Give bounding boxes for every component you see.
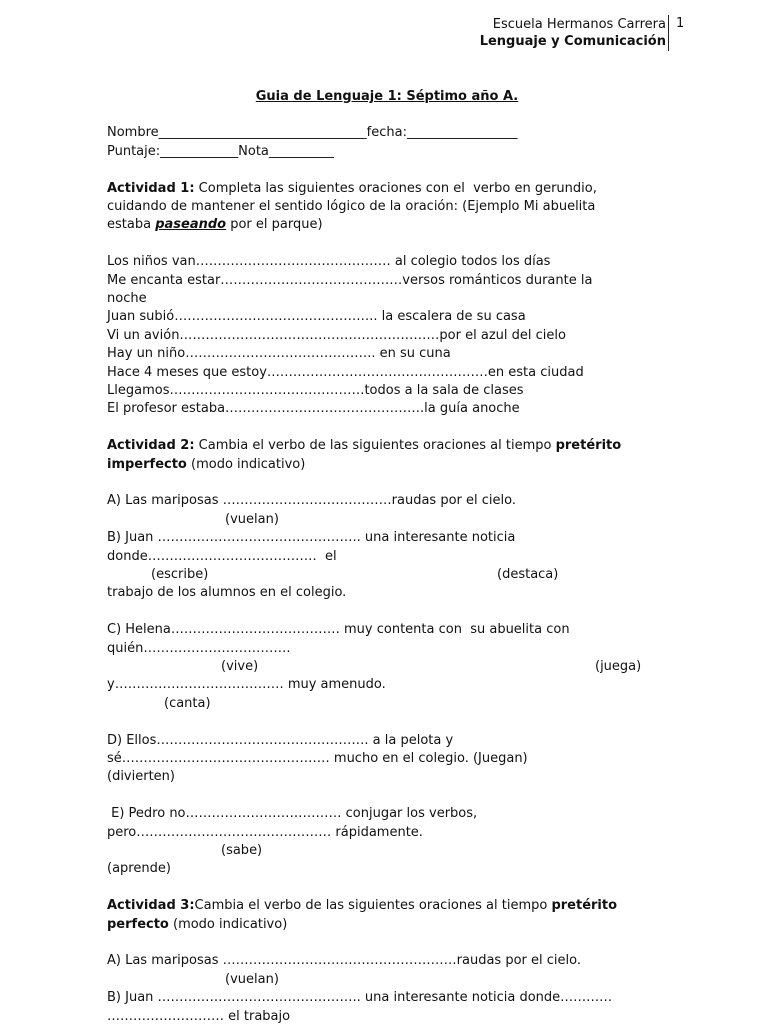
document-body (107, 88, 667, 1026)
exercise-b-line: B) Juan ……………………………………….. una interesante noticia donde………… (107, 990, 613, 1006)
exercise-b-line: donde………………………………… el (107, 548, 337, 564)
verb-hint: (vuelan) (225, 971, 279, 987)
exercise-c-line: y………………………………… muy amenudo. (107, 677, 386, 693)
sentence-line: El profesor estaba……………………………………….la guía anoche (107, 401, 520, 417)
activity-2-instructions-2: imperfecto (modo indicativo) (107, 456, 306, 472)
verb-hint: (vuelan) (225, 511, 279, 527)
subject-name: Lenguaje y Comunicación (479, 34, 666, 49)
verb-hint: (divierten) (107, 769, 175, 785)
exercise-b-verb-row (107, 566, 667, 584)
verb-hint: (escribe) (151, 567, 209, 583)
exercise-d-line: D) Ellos…………………………………………. a la pelota y (107, 732, 454, 748)
exercise-a-line: A) Las mariposas …………………………………raudas por el cielo. (107, 493, 516, 509)
exercise-c-line: C) Helena………………………………… muy contenta con su abuelita con (107, 622, 570, 638)
school-name: Escuela Hermanos Carrera (492, 17, 666, 32)
score-grade-field: Puntaje:____________Nota__________ (107, 143, 334, 159)
activity-1-label: Actividad 1: (107, 180, 195, 196)
verb-hint: (aprende) (107, 861, 171, 877)
exercise-d-line: sé………………………………………… mucho en el colegio. (Juegan) (107, 751, 528, 767)
sentence-line: Los niños van……………………………………… al colegio todos los días (107, 254, 551, 270)
exercise-c-verb-row-2 (107, 695, 667, 713)
exercise-a-verb-row (107, 511, 667, 529)
header-divider (668, 15, 669, 51)
activity-2-instructions: Actividad 2: Cambia el verbo de las siguientes oraciones al tiempo pretérito (107, 438, 622, 454)
verb-hint: (canta) (164, 695, 211, 711)
activity-3-instructions-2: perfecto (modo indicativo) (107, 916, 288, 932)
exercise-a-line: A) Las mariposas ………………………………………………raudas por el cielo. (107, 953, 581, 969)
verb-hint: (sabe) (221, 843, 263, 859)
exercise-b-line: B) Juan ……………………………………….. una interesante noticia (107, 530, 516, 546)
activity-2-label: Actividad 2: (107, 438, 195, 454)
exercise-b-line: trabajo de los alumnos en el colegio. (107, 585, 347, 601)
exercise-e-line: E) Pedro no……………………………… conjugar los verbos, (107, 806, 478, 822)
exercise-e-verb-row (107, 842, 667, 860)
activity-1-instructions-2: cuidando de mantener el sentido lógico de la oración: (Ejemplo Mi abuelita (107, 199, 596, 215)
verb-hint: (vive) (221, 659, 259, 675)
sentence-line: Llegamos………………………………………todos a la sala de clases (107, 383, 524, 399)
sentence-line: noche (107, 291, 147, 307)
sentence-line: Hace 4 meses que estoy……………………………………………en esta ciudad (107, 364, 584, 380)
exercise-c-line: quién……………………………. (107, 640, 291, 656)
sentence-line: Vi un avión……………………………………………………por el azul del cielo (107, 327, 566, 343)
activity-1-instructions-3: estaba paseando por el parque) (107, 217, 323, 233)
example-word: paseando (155, 217, 227, 233)
verb-hint: (juega) (595, 659, 642, 675)
activity-3-instructions: Actividad 3:Cambia el verbo de las siguientes oraciones al tiempo pretérito (107, 898, 618, 914)
page-header (480, 16, 666, 50)
activity-3-label: Actividad 3: (107, 898, 195, 914)
name-date-field: Nombre________________________________fecha:_________________ (107, 125, 518, 141)
exercise-c-verb-row (107, 658, 667, 676)
sentence-line: Hay un niño…………………………………….. en su cuna (107, 346, 451, 362)
exercise-e-line: pero……………………………………… rápidamente. (107, 824, 423, 840)
sentence-line: Juan subió……………………………………….. la escalera de su casa (107, 309, 526, 325)
activity-1-instructions: Actividad 1: Completa las siguientes oraciones con el verbo en gerundio, (107, 180, 597, 196)
page-number: 1 (676, 16, 685, 31)
document-title: Guia de Lenguaje 1: Séptimo año A. (255, 89, 519, 104)
exercise-a-verb-row (107, 971, 667, 989)
verb-hint: (destaca) (497, 567, 559, 583)
exercise-b-line: ……………………… el trabajo (107, 1008, 291, 1024)
sentence-line: Me encanta estar……………………………………versos románticos durante la (107, 272, 593, 288)
